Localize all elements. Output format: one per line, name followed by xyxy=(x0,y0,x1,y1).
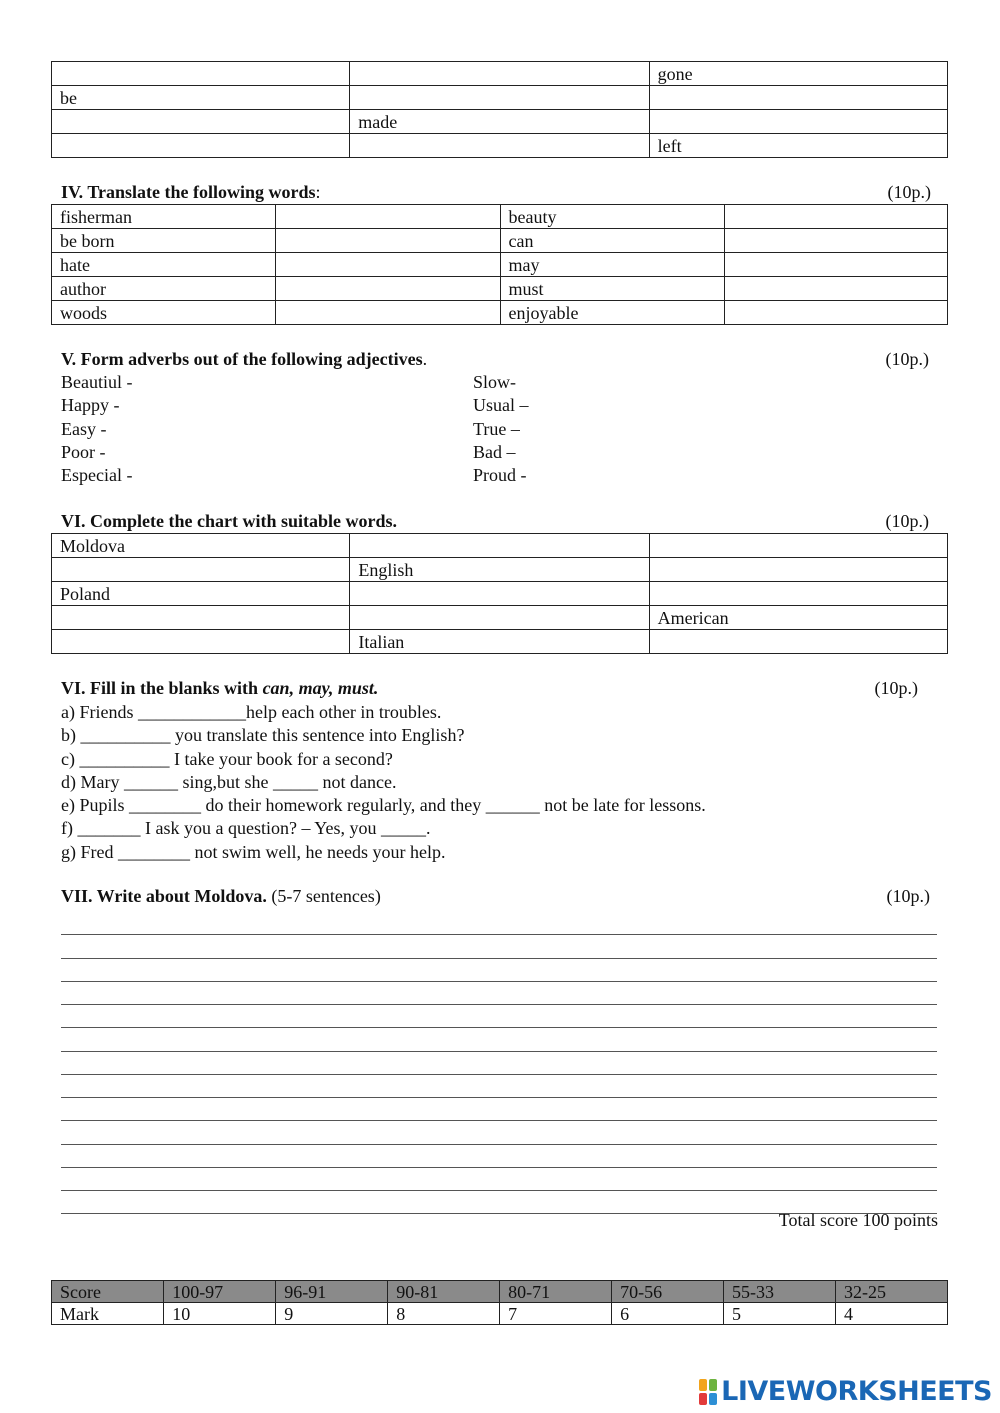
writing-line[interactable] xyxy=(61,912,937,935)
translate-cell[interactable] xyxy=(276,205,500,229)
forms-cell[interactable] xyxy=(649,86,947,110)
forms-cell[interactable] xyxy=(52,62,350,86)
score-table-cell: 80-71 xyxy=(500,1281,612,1303)
translate-row xyxy=(52,301,948,325)
adjective-item: Slow- xyxy=(473,372,517,392)
chart-row xyxy=(52,582,948,606)
score-table-label: Score xyxy=(52,1281,164,1303)
writing-line[interactable] xyxy=(61,1028,937,1051)
score-table-row xyxy=(52,1303,948,1325)
adjective-item: Usual – xyxy=(473,395,529,416)
score-table-cell: 5 xyxy=(724,1303,836,1325)
translate-cell: can xyxy=(500,229,724,253)
section-4-colon: : xyxy=(315,182,321,202)
section-5-period: . xyxy=(422,349,428,369)
writing-lines xyxy=(61,912,937,1214)
translate-cell: may xyxy=(500,253,724,277)
translate-cell: hate xyxy=(52,253,276,277)
writing-line[interactable] xyxy=(61,1168,937,1191)
writing-line[interactable] xyxy=(61,959,937,982)
section-7-points: (10p.) xyxy=(886,886,930,906)
forms-cell: made xyxy=(350,110,649,134)
chart-cell[interactable] xyxy=(350,582,649,606)
translate-row xyxy=(52,205,948,229)
forms-cell[interactable] xyxy=(52,110,350,134)
writing-line[interactable] xyxy=(61,982,937,1005)
forms-row xyxy=(52,110,948,134)
translate-cell: author xyxy=(52,277,276,301)
translate-cell[interactable] xyxy=(276,229,500,253)
forms-cell[interactable] xyxy=(350,134,649,158)
chart-cell[interactable] xyxy=(649,558,947,582)
translate-cell[interactable] xyxy=(724,205,947,229)
adjective-item: Happy - xyxy=(61,395,120,416)
fill-in-sentence: d) Mary ______ sing,but she _____ not dance. xyxy=(61,771,397,792)
score-table-cell: 6 xyxy=(612,1303,724,1325)
score-table-cell: 90-81 xyxy=(388,1281,500,1303)
countries-chart-table xyxy=(51,533,948,654)
translate-cell: woods xyxy=(52,301,276,325)
forms-row xyxy=(52,134,948,158)
score-table-cell: 70-56 xyxy=(612,1281,724,1303)
score-table-cell: 8 xyxy=(388,1303,500,1325)
verb-forms-table xyxy=(51,61,948,158)
forms-cell[interactable] xyxy=(350,62,649,86)
translate-row xyxy=(52,229,948,253)
translate-cell[interactable] xyxy=(724,301,947,325)
translate-cell[interactable] xyxy=(276,253,500,277)
section-4-title: IV. Translate the following words xyxy=(61,182,316,202)
score-table-cell: 4 xyxy=(835,1303,947,1325)
total-score: Total score 100 points xyxy=(778,1210,938,1230)
translate-cell: must xyxy=(500,277,724,301)
adjective-item: Proud - xyxy=(473,465,527,486)
score-table-cell: 32-25 xyxy=(835,1281,947,1303)
writing-line[interactable] xyxy=(61,1145,937,1168)
section-5-points: (10p.) xyxy=(885,349,929,369)
section-5-heading xyxy=(61,348,929,370)
chart-cell[interactable] xyxy=(52,558,350,582)
score-table-cell: 100-97 xyxy=(164,1281,276,1303)
score-table-cell: 96-91 xyxy=(276,1281,388,1303)
score-table-label: Mark xyxy=(52,1303,164,1325)
chart-cell[interactable] xyxy=(52,630,350,654)
chart-cell[interactable] xyxy=(350,606,649,630)
chart-row xyxy=(52,558,948,582)
translate-table xyxy=(51,204,948,325)
score-table-cell: 10 xyxy=(164,1303,276,1325)
section-6-points: (10p.) xyxy=(885,511,929,531)
fill-in-sentence: g) Fred ________ not swim well, he needs your help. xyxy=(61,841,446,862)
score-table-row xyxy=(52,1281,948,1303)
writing-line[interactable] xyxy=(61,1005,937,1028)
forms-cell: be xyxy=(52,86,350,110)
chart-cell: American xyxy=(649,606,947,630)
adjective-item: Especial - xyxy=(61,465,133,486)
translate-row xyxy=(52,253,948,277)
adverbs-left-column xyxy=(61,371,132,487)
forms-cell[interactable] xyxy=(649,110,947,134)
translate-cell[interactable] xyxy=(724,253,947,277)
liveworksheets-logo xyxy=(699,1376,992,1407)
writing-line[interactable] xyxy=(61,1098,937,1121)
adjective-item: Poor - xyxy=(61,441,106,462)
section-4-points: (10p.) xyxy=(887,182,931,202)
fill-in-sentence: e) Pupils ________ do their homework regularly, and they ______ not be late for lessons. xyxy=(61,795,706,816)
fill-in-sentences xyxy=(61,701,706,864)
score-mark-table xyxy=(51,1280,948,1325)
adjective-item: True – xyxy=(473,418,520,439)
writing-line[interactable] xyxy=(61,1052,937,1075)
section-6b-heading xyxy=(61,677,918,699)
section-6b-title-italic: can, may, must. xyxy=(262,678,379,698)
chart-cell: Poland xyxy=(52,582,350,606)
score-table-cell: 9 xyxy=(276,1303,388,1325)
section-6b-title: VI. Fill in the blanks with xyxy=(61,678,259,698)
section-7-title: VII. Write about Moldova. xyxy=(61,886,267,906)
translate-cell[interactable] xyxy=(724,229,947,253)
translate-cell[interactable] xyxy=(276,277,500,301)
forms-cell: left xyxy=(649,134,947,158)
forms-cell: gone xyxy=(649,62,947,86)
chart-cell[interactable] xyxy=(649,630,947,654)
fill-in-sentence: a) Friends ____________help each other in troubles. xyxy=(61,702,442,722)
section-6-heading xyxy=(61,510,929,532)
section-4-heading xyxy=(61,181,931,203)
chart-row xyxy=(52,630,948,654)
translate-cell: fisherman xyxy=(52,205,276,229)
chart-cell[interactable] xyxy=(350,534,649,558)
translate-row xyxy=(52,277,948,301)
adjective-item: Bad – xyxy=(473,441,516,462)
adjective-item: Easy - xyxy=(61,418,107,439)
chart-cell: Moldova xyxy=(52,534,350,558)
adverbs-right-column xyxy=(473,371,529,487)
logo-tile xyxy=(699,1379,707,1391)
logo-tile xyxy=(699,1393,707,1405)
forms-cell[interactable] xyxy=(52,134,350,158)
logo-mark-icon xyxy=(699,1379,717,1405)
translate-cell[interactable] xyxy=(276,301,500,325)
forms-cell[interactable] xyxy=(350,86,649,110)
section-7-heading xyxy=(61,885,930,907)
logo-text: LIVEWORKSHEETS xyxy=(721,1376,992,1407)
section-5-title: V. Form adverbs out of the following adjectives xyxy=(61,349,423,369)
chart-cell: English xyxy=(350,558,649,582)
translate-cell: beauty xyxy=(500,205,724,229)
score-table-cell: 55-33 xyxy=(724,1281,836,1303)
translate-cell[interactable] xyxy=(724,277,947,301)
logo-tile xyxy=(709,1393,717,1405)
chart-cell[interactable] xyxy=(649,582,947,606)
adjective-item: Beautiul - xyxy=(61,372,133,392)
writing-line[interactable] xyxy=(61,1121,937,1144)
chart-cell[interactable] xyxy=(52,606,350,630)
section-6-title: VI. Complete the chart with suitable words. xyxy=(61,511,397,531)
fill-in-sentence: f) _______ I ask you a question? – Yes, you _____. xyxy=(61,818,431,839)
score-table-cell: 7 xyxy=(500,1303,612,1325)
chart-cell: Italian xyxy=(350,630,649,654)
section-7-note: (5-7 sentences) xyxy=(271,886,381,906)
logo-tile xyxy=(709,1379,717,1391)
chart-cell[interactable] xyxy=(649,534,947,558)
chart-row xyxy=(52,534,948,558)
forms-row xyxy=(52,62,948,86)
fill-in-sentence: b) __________ you translate this sentence into English? xyxy=(61,725,465,746)
translate-cell: be born xyxy=(52,229,276,253)
chart-row xyxy=(52,606,948,630)
fill-in-sentence: c) __________ I take your book for a second? xyxy=(61,748,393,769)
section-6b-points: (10p.) xyxy=(874,678,918,698)
translate-cell: enjoyable xyxy=(500,301,724,325)
writing-line[interactable] xyxy=(61,1075,937,1098)
forms-row xyxy=(52,86,948,110)
writing-line[interactable] xyxy=(61,935,937,958)
